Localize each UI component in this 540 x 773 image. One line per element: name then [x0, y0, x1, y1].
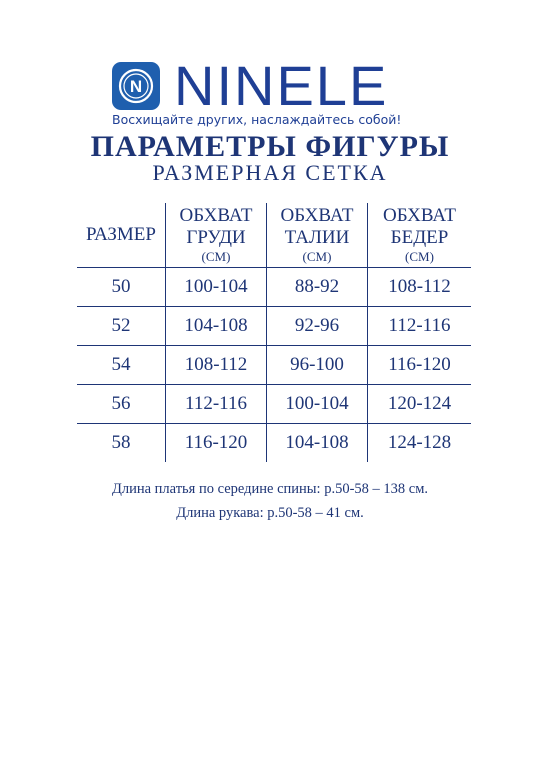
cell-hips: 124-128 — [368, 424, 472, 463]
header-chest-label: ОБХВАТ — [179, 205, 253, 226]
cell-waist: 100-104 — [267, 385, 368, 424]
header-hips-sub: БЕДЕР — [390, 227, 449, 248]
cell-size: 58 — [111, 432, 131, 453]
cell-hips: 116-120 — [368, 346, 472, 385]
cell-waist: 96-100 — [267, 346, 368, 385]
cell-hips: 112-116 — [368, 307, 472, 346]
table-header-row — [77, 203, 471, 268]
header-size-label: РАЗМЕР — [86, 224, 156, 245]
cell-hips: 120-124 — [368, 385, 472, 424]
header-hips — [368, 203, 472, 268]
dress-length-note: Длина платья по середине спины: р.50-58 – 138 см. — [111, 481, 429, 497]
cell-chest: 104-108 — [166, 307, 267, 346]
table-row — [77, 346, 471, 385]
cell-waist: 88-92 — [267, 268, 368, 307]
cell-size: 50 — [77, 268, 166, 307]
header-waist — [267, 203, 368, 268]
brand-slogan: Восхищайте других, наслаждайтесь собой! — [112, 112, 402, 127]
cell-hips: 108-112 — [368, 268, 472, 307]
cell-size: 52 — [77, 307, 166, 346]
header-waist-unit: (СМ) — [302, 249, 332, 264]
page-subtitle: РАЗМЕРНАЯ СЕТКА — [152, 160, 388, 185]
page-title: ПАРАМЕТРЫ ФИГУРЫ — [90, 130, 450, 163]
header-chest — [166, 203, 267, 268]
cell-size: 56 — [77, 385, 166, 424]
brand-mark-icon — [112, 62, 160, 110]
header-waist-label: ОБХВАТ — [280, 205, 354, 226]
brand-logo — [112, 54, 389, 117]
table-row — [77, 424, 471, 463]
table-row — [77, 268, 471, 307]
size-chart-table — [77, 203, 471, 462]
header-chest-sub: ГРУДИ — [186, 227, 246, 248]
cell-chest: 100-104 — [166, 268, 267, 307]
sleeve-length-note: Длина рукава: р.50-58 – 41 см. — [176, 505, 364, 521]
cell-chest: 108-112 — [166, 346, 267, 385]
table-row — [77, 307, 471, 346]
cell-waist: 104-108 — [267, 424, 368, 463]
table-row — [77, 385, 471, 424]
header-hips-label: ОБХВАТ — [382, 205, 456, 226]
header-waist-sub: ТАЛИИ — [284, 227, 350, 248]
cell-chest: 116-120 — [166, 424, 267, 463]
brand-name: NINELE — [174, 54, 389, 117]
header-hips-unit: (СМ) — [405, 249, 434, 264]
header-chest-unit: (СМ) — [201, 249, 231, 264]
logo-letter: N — [129, 77, 143, 96]
cell-size: 54 — [77, 346, 166, 385]
cell-waist: 92-96 — [267, 307, 368, 346]
cell-chest: 112-116 — [166, 385, 267, 424]
header-size — [77, 203, 166, 268]
